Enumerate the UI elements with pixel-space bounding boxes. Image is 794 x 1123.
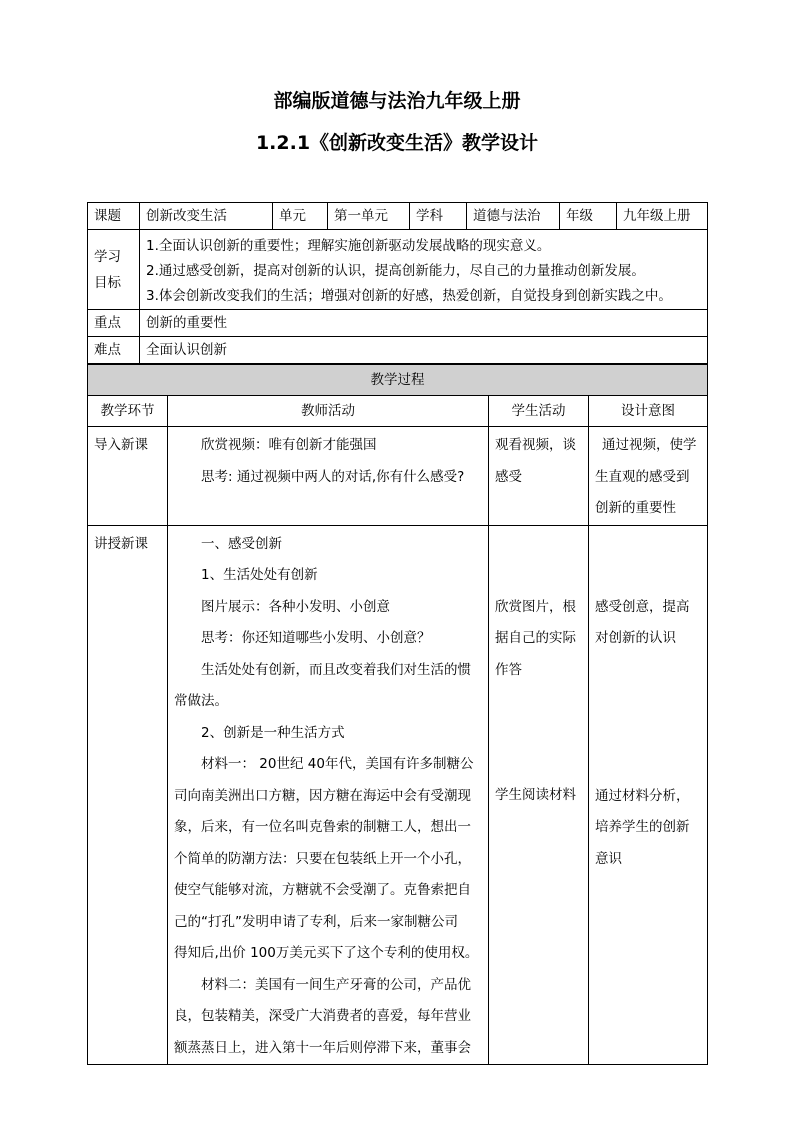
key-label: 重点	[88, 310, 140, 337]
lecture-student-line: 作答	[495, 661, 522, 678]
lecture-teacher-line: 图片展示：各种小发明、小创意	[201, 598, 390, 615]
process-band-row	[88, 365, 708, 396]
intro-intent-line: 通过视频，使学	[602, 437, 697, 453]
lecture-teacher-line: 己的“打孔”发明申请了专利，后来一家制糖公司	[174, 913, 458, 930]
lecture-teacher-line: 得知后,出价 100万美元买下了这个专利的使用权。	[174, 945, 479, 961]
subject-value: 道德与法治	[467, 203, 560, 230]
lecture-teacher-line: 2、创新是一种生活方式	[201, 724, 345, 741]
intro-stage: 导入新课	[88, 427, 168, 526]
difficulty-label: 难点	[88, 337, 140, 364]
lecture-student-line: 学生阅读材料	[495, 787, 576, 803]
intro-intent	[589, 427, 708, 526]
lecture-teacher	[168, 525, 489, 1065]
lecture-student	[489, 525, 589, 1065]
unit-value: 第一单元	[328, 203, 410, 230]
lecture-intent-line: 通过材料分析，	[595, 787, 690, 804]
header-teacher: 教师活动	[168, 396, 489, 427]
goal-item: 1.全面认识创新的重要性；理解实施创新驱动发展战略的现实意义。	[146, 238, 551, 254]
process-band-title: 教学过程	[88, 365, 708, 396]
intro-student-line: 感受	[495, 468, 522, 485]
info-row	[88, 203, 708, 230]
lecture-student-line: 欣赏图片，根	[495, 598, 576, 615]
header-stage: 教学环节	[88, 396, 168, 427]
document-subtitle: 1.2.1《创新改变生活》教学设计	[255, 132, 539, 154]
grade-value: 九年级上册	[617, 203, 708, 230]
intro-student-line: 观看视频，谈	[495, 437, 576, 453]
intro-row	[88, 427, 708, 526]
goal-item: 2.通过感受创新，提高对创新的认识，提高创新能力，尽自己的力量推动创新发展。	[146, 263, 645, 279]
lesson-info-table	[87, 202, 708, 364]
lecture-teacher-line: 良，包装精美，深受广大消费者的喜爱，每年营业	[174, 1008, 471, 1024]
lecture-teacher-line: 材料一： 20世纪 40年代，美国有许多制糖公	[201, 756, 474, 772]
intro-intent-line: 生直观的感受到	[595, 468, 690, 485]
lecture-teacher-line: 常做法。	[174, 693, 228, 709]
process-header-row	[88, 396, 708, 427]
unit-label: 单元	[273, 203, 328, 230]
intro-teacher	[168, 427, 489, 526]
intro-teacher-line: 欣赏视频：唯有创新才能强国	[201, 437, 377, 453]
lecture-teacher-line: 1、生活处处有创新	[201, 567, 318, 583]
subject-label: 学科	[410, 203, 467, 230]
course-label: 课题	[88, 203, 140, 230]
lecture-row	[88, 525, 708, 1065]
header-student: 学生活动	[489, 396, 589, 427]
lecture-intent-line: 意识	[595, 850, 622, 867]
difficulty-row	[88, 337, 708, 364]
goals-list	[140, 230, 708, 310]
lecture-teacher-line: 个简单的防潮方法：只要在包装纸上开一个小孔，	[174, 850, 471, 867]
lecture-teacher-line: 思考：你还知道哪些小发明、小创意？	[201, 630, 431, 646]
lecture-stage: 讲授新课	[88, 525, 168, 1065]
key-value: 创新的重要性	[140, 310, 708, 337]
difficulty-value: 全面认识创新	[140, 337, 708, 364]
teaching-process-table	[87, 364, 708, 1065]
intro-teacher-line: 思考: 通过视频中两人的对话,你有什么感受?	[201, 468, 465, 485]
lecture-intent	[589, 525, 708, 1065]
intro-intent-line: 创新的重要性	[595, 500, 676, 516]
lecture-teacher-line: 材料二：美国有一间生产牙膏的公司，产品优	[201, 976, 471, 993]
course-value: 创新改变生活	[140, 203, 273, 230]
lecture-teacher-line: 生活处处有创新，而且改变着我们对生活的惯	[201, 661, 471, 678]
lecture-student-line: 据自己的实际	[495, 630, 576, 646]
header-intent: 设计意图	[589, 396, 708, 427]
grade-label: 年级	[560, 203, 617, 230]
lecture-intent-line: 对创新的认识	[595, 630, 676, 646]
document-title: 部编版道德与法治九年级上册	[273, 90, 521, 112]
goal-item: 3.体会创新改变我们的生活；增强对创新的好感，热爱创新，自觉投身到创新实践之中。	[146, 288, 672, 304]
lecture-teacher-line: 象，后来，有一位名叫克鲁索的制糖工人，想出一	[174, 819, 471, 835]
key-row	[88, 310, 708, 337]
lecture-intent-line: 培养学生的创新	[595, 819, 690, 835]
goals-label: 学习 目标	[88, 230, 140, 310]
lecture-teacher-line: 额蒸蒸日上，进入第十一年后则停滞下来，董事会	[174, 1039, 471, 1056]
intro-student	[489, 427, 589, 526]
lecture-intent-line: 感受创意，提高	[595, 598, 690, 615]
lecture-teacher-line: 一、感受创新	[201, 535, 282, 552]
lecture-teacher-line: 使空气能够对流，方糖就不会受潮了。克鲁索把自	[174, 882, 471, 898]
goals-row	[88, 230, 708, 310]
lecture-teacher-line: 司向南美洲出口方糖，因方糖在海运中会有受潮现	[174, 787, 471, 804]
